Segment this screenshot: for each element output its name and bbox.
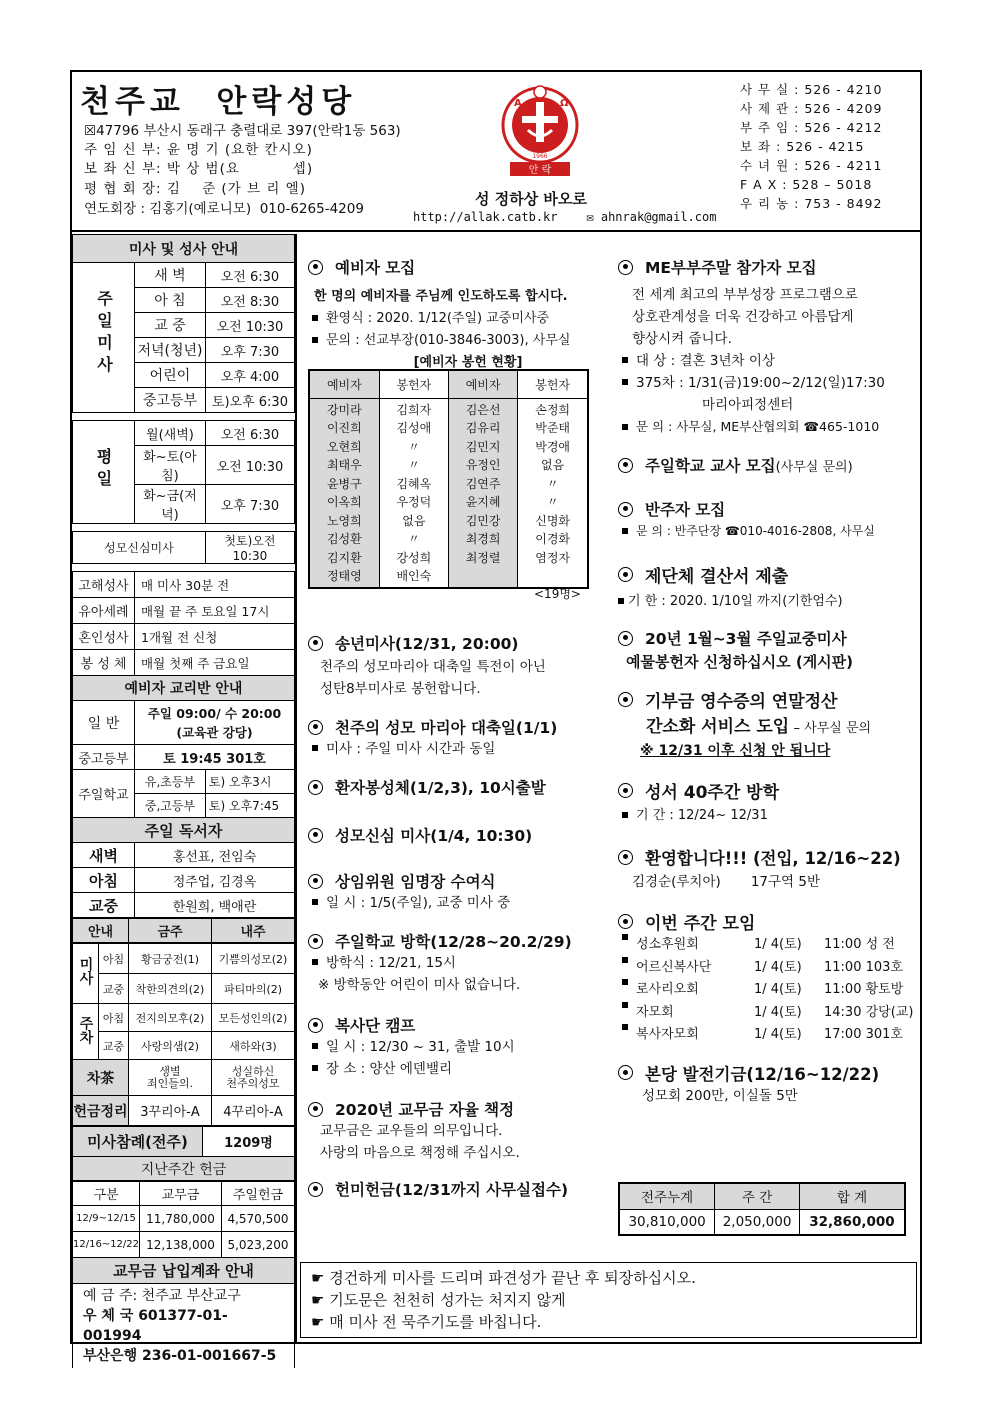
meeting-item: 로사리오회 1/ 4(토) 11:00 황토방 bbox=[618, 979, 918, 1002]
phone-line: 부 주 임 : 526 - 4212 bbox=[740, 120, 883, 135]
candidate-name: 〃 bbox=[407, 532, 420, 546]
left-column bbox=[72, 234, 295, 1368]
svg-text:Ω: Ω bbox=[560, 98, 569, 109]
middle-column: 예비자 모집 한 명의 예비자를 주님께 인도하도록 합시다. 환영식 : 2020. 1/12(주일) 교중미사중 문의 : 선교부장(010-3846-3003), 사무실 [예비자 봉헌 현황] bbox=[308, 256, 598, 374]
meetings-heading: 이번 주간 모임 bbox=[618, 909, 918, 934]
duty-mass-table: 미사 아침 황금궁전(1) 기쁨의성모(2) 교중 착한의견의(2) 파티마의(2) 주차 아침 전지의모후(2) 모든성인의(2) 교중 사랑의샘(2) 새하와(3) 차茶 생별 죄인들의. 성실하신 천주의성모 헌금정리 3꾸리아-A 4꾸리아-A bbox=[72, 943, 295, 1126]
candidate-name: 윤병구 bbox=[326, 476, 362, 491]
reader-names: 홍선표, 전임숙 bbox=[135, 843, 295, 868]
sacrament-name: 고해성사 bbox=[73, 572, 135, 598]
me-weekend-heading: ME부부주말 참가자 모집 bbox=[618, 256, 918, 278]
general-class-label: 일 반 bbox=[73, 701, 135, 745]
donation-receipt-heading: 기부금 영수증의 연말정산 bbox=[618, 687, 918, 712]
mass-time: 오전 10:30 bbox=[205, 446, 294, 485]
phone-line: 우 리 농 : 753 - 8492 bbox=[740, 196, 883, 211]
mary-mass-label: 성모신심미사 bbox=[73, 532, 206, 564]
assistant-pastor: 보 좌 신 부: 박 상 범(요 셉) bbox=[84, 161, 314, 177]
candidate-name: 김혜옥 bbox=[396, 476, 432, 491]
mass-name: 월(새벽) bbox=[135, 421, 206, 446]
phone-list bbox=[740, 80, 882, 213]
mass-name: 새 벽 bbox=[135, 263, 206, 288]
mary-solemnity-heading: 천주의 성모 마리아 대축일(1/1) bbox=[308, 716, 608, 738]
reader-mass: 교중 bbox=[73, 893, 135, 918]
reader-mass: 아침 bbox=[73, 868, 135, 893]
youth-class-label: 중고등부 bbox=[73, 745, 135, 770]
mass-name: 화~토(아침) bbox=[135, 446, 206, 485]
candidate-name: 이진희 bbox=[326, 421, 362, 435]
logo-year: 1966 bbox=[532, 153, 548, 160]
development-fund-table: 전주누계 주 간 합 계 30,810,000 2,050,000 32,860,000 bbox=[618, 1182, 906, 1236]
readers-title: 주일 독서자 bbox=[73, 818, 295, 843]
candidate-name: 이경화 bbox=[535, 532, 571, 546]
candidate-name: 박경애 bbox=[535, 439, 571, 454]
phone-line: 사 제 관 : 526 - 4209 bbox=[740, 101, 883, 116]
candidate-name: 유정인 bbox=[465, 458, 501, 472]
teacher-recruit-heading: 주일학교 교사 모집 (사무실 문의) bbox=[618, 454, 918, 476]
candidate-name: 김민강 bbox=[465, 513, 501, 528]
candidate-name: 노영희 bbox=[326, 513, 362, 528]
phone-line: 보 좌 : 526 - 4215 bbox=[740, 139, 865, 154]
council-president: 평 협 회 장: 김 준 (가 브 리 엘) bbox=[84, 181, 306, 197]
offering-table: 구분 교무금 주일헌금 12/9~12/15 11,780,000 4,570,500 12/16~12/22 12,138,000 5,023,200 교무금 납입계좌 안내 예 금 주: 천주교 부산교구 우 체 국 601377-01-001994 부산은행 236-01-001667-5 bbox=[72, 1181, 295, 1368]
candidate-name: 윤지혜 bbox=[465, 495, 501, 509]
mass-name: 어린이 bbox=[135, 363, 206, 388]
email: ✉ ahnrak@gmail.com bbox=[586, 210, 717, 224]
candidate-name: 〃 bbox=[546, 495, 559, 509]
highschool-time: 토) 오후7:45 bbox=[205, 794, 294, 818]
mass-time: 토)오후 6:30 bbox=[205, 388, 294, 413]
yeondo-rep: 연도회장 : 김홍기(예로니모) 010-6265-4209 bbox=[84, 201, 364, 217]
sacrament-name: 혼인성사 bbox=[73, 624, 135, 650]
mass-name: 아 침 bbox=[135, 288, 206, 313]
phone-line: 사 무 실 : 526 - 4210 bbox=[740, 82, 883, 97]
development-fund-heading: 본당 발전기금(12/16~12/22) bbox=[618, 1061, 918, 1085]
candidate-name: 정태영 bbox=[326, 569, 362, 583]
candidate-name: 우정덕 bbox=[396, 495, 432, 509]
candidate-name: 김유리 bbox=[465, 421, 501, 435]
offering-application-heading: 20년 1월~3월 주일교중미사 bbox=[618, 627, 918, 649]
logo-text: 안 락 bbox=[528, 165, 552, 176]
sunday-school-label: 주일학교 bbox=[73, 770, 135, 818]
candidate-name: 〃 bbox=[407, 458, 420, 472]
duty-head-next-week: 내주 bbox=[212, 919, 295, 943]
mass-time: 오후 7:30 bbox=[205, 485, 294, 524]
welcome-heading: 환영합니다!!! (전입, 12/16~22) bbox=[618, 845, 918, 869]
mass-time: 오후 4:00 bbox=[205, 363, 294, 388]
homepage-link[interactable]: http://allak.catb.kr ✉ ahnrak@gmail.com bbox=[413, 210, 717, 224]
highschool-label: 중,고등부 bbox=[135, 794, 206, 818]
candidate-name: 최태우 bbox=[326, 458, 362, 472]
reader-mass: 새벽 bbox=[73, 843, 135, 868]
candidate-name: 없음 bbox=[541, 458, 565, 472]
account-title: 교무금 납입계좌 안내 bbox=[73, 1258, 295, 1284]
mass-time: 오전 6:30 bbox=[205, 263, 294, 288]
mass-time: 오전 8:30 bbox=[205, 288, 294, 313]
parish-title: 천주교 안락성당 bbox=[80, 84, 357, 120]
weekday-mass-label: 평일 bbox=[73, 421, 135, 524]
address: ☒47796 부산시 동래구 충렬대로 397(안락1동 563) bbox=[84, 123, 401, 139]
column-divider bbox=[295, 234, 297, 1344]
candidate-name: 신명화 bbox=[535, 513, 571, 528]
account-info: 예 금 주: 천주교 부산교구 우 체 국 601377-01-001994 부산은행 236-01-001667-5 bbox=[73, 1284, 295, 1369]
settlement-heading: 제단체 결산서 제출 bbox=[618, 562, 918, 587]
candidate-name: 오현희 bbox=[326, 439, 362, 454]
elementary-time: 토) 오후3시 bbox=[205, 770, 294, 794]
meeting-list bbox=[618, 934, 918, 1047]
mary-devotion-mass-heading: 성모신심 미사(1/4, 10:30) bbox=[308, 824, 608, 846]
candidate-name: 〃 bbox=[546, 476, 559, 491]
sacrament-info: 매월 끝 주 토요일 17시 bbox=[135, 598, 295, 624]
reader-names: 한원희, 백애란 bbox=[135, 893, 295, 918]
candidate-name: 김성환 bbox=[326, 532, 362, 546]
candidate-name: 최경희 bbox=[465, 532, 501, 546]
mass-time: 오전 10:30 bbox=[205, 313, 294, 338]
notice-box: ☛ 경건하게 미사를 드리며 파견성가 끝난 후 퇴장하십시오. ☛ 기도문은 천천히 성가는 처지지 않게 ☛ 매 미사 전 묵주기도를 바칩니다. bbox=[300, 1262, 917, 1338]
duty-head-this-week: 금주 bbox=[129, 919, 212, 943]
sacrament-info: 매 미사 30분 전 bbox=[135, 572, 295, 598]
candidate-name: 배인숙 bbox=[396, 569, 432, 583]
mass-name: 교 중 bbox=[135, 313, 206, 338]
patron-saint: 성 정하상 바오로 bbox=[475, 190, 587, 208]
mass-schedule-title: 미사 및 성사 안내 bbox=[73, 235, 295, 263]
candidate-name: 박준태 bbox=[535, 421, 571, 435]
candidate-total: <19명> bbox=[534, 587, 581, 601]
candidate-column bbox=[379, 398, 448, 588]
sacrament-info: 매월 첫째 주 금요일 bbox=[135, 650, 295, 676]
appointment-ceremony-heading: 상임위원 임명장 수여식 bbox=[308, 870, 608, 892]
phone-line: 수 녀 원 : 526 - 4211 bbox=[740, 158, 883, 173]
candidate-name: 염정자 bbox=[535, 550, 571, 565]
meeting-item: 어르신복사단 1/ 4(토) 11:00 103호 bbox=[618, 957, 918, 980]
candidate-name: 강미라 bbox=[326, 402, 362, 417]
sacrament-name: 봉 성 체 bbox=[73, 650, 135, 676]
candidate-name: 최정렬 bbox=[465, 550, 501, 565]
phone-line: F A X : 528 – 5018 bbox=[740, 177, 873, 192]
mass-name: 중고등부 bbox=[135, 388, 206, 413]
mass-time: 오후 7:30 bbox=[205, 338, 294, 363]
candidate-column bbox=[448, 398, 517, 588]
mary-mass-time: 첫토)오전 10:30 bbox=[205, 532, 294, 564]
meeting-item: 복사자모회 1/ 4(토) 17:00 301호 bbox=[618, 1024, 918, 1047]
rice-offering-heading: 헌미헌금(12/31까지 사무실접수) bbox=[308, 1178, 608, 1200]
candidate-name: 김민지 bbox=[465, 439, 501, 454]
reader-names: 정주업, 김경옥 bbox=[135, 868, 295, 893]
sunday-mass-label: 주일미사 bbox=[73, 263, 135, 413]
bible-study-heading: 성서 40주간 방학 bbox=[618, 778, 918, 803]
pastor: 주 임 신 부: 윤 명 기 (요한 칸시오) bbox=[84, 142, 313, 158]
middle-column-lower: 송년미사(12/31, 20:00) 천주의 성모마리아 대축일 특전이 아닌 성탄8부미사로 봉헌합니다. 천주의 성모 마리아 대축일(1/1) 미사 : 주일 미사 시간과 동일 환자봉성체(1/2,3), 10시출발 성모신심 미사(1/4, 10:30) 상임위원 임명장 수여식 일 시 : 1/5(주일), 교중 미사 중 주일학교 방학(12/28~20.2/29) 방학식 : 12/21, 15시 ※ 방학동안 어린이 미사 없습니다. 복사단 캠프 일 시 : 12/30 ~ 31, 출발 10시 장 소 : 양산 에덴밸리 2020년 교무금 자율 책정 교무금은 교우들의 의무입니다. 사랑의 마음으로 책정해 주십시오. 헌미헌금(12/31까지 사무실접수) bbox=[308, 632, 608, 1200]
candidate-column bbox=[309, 398, 379, 588]
svg-text:A: A bbox=[514, 98, 522, 109]
accompanist-recruit-heading: 반주자 모집 bbox=[618, 498, 918, 520]
tea-label: 차茶 bbox=[73, 1060, 129, 1096]
candidate-name: 김은선 bbox=[465, 402, 501, 417]
right-column: ME부부주말 참가자 모집 전 세계 최고의 부부성장 프로그램으로 상호관계성을 더욱 건강하고 아름답게 향상시켜 줍니다. 대 상 : 결혼 3년차 이상 375차 : 1/31(금)19:00~2/12(일)17:30 마리아피정센터 문 의 : 사무실, ME부산협의회 ☎465-1010 주일학교 교사 모집 (사무실 문의) 반주자 모집 문 의 : 반주단장 ☎010-4016-2808, 사무실 제단체 결산서 제출 기 한 : 2020. 1/10일 까지(기한엄수) 20년 1월~3월 주일교중미사 예물봉헌자 신청하십시오 (게시판) 기부금 영수증의 연말정산 간소화 서비스 도입 – 사무실 문의 ※ 12/31 이후 신청 안 됩니다 성서 40주간 방학 기 간 : 12/24~ 12/31 환영합니다!!! (전입, 12/16~22) 김경순(루치아) 17구역 5반 이번 주간 모임 성소후원회 1/ 4(토) 11:00 성 전 어르신복사단 1/ 4(토) 11:00 103호 로사리오회 1/ 4(토) 11:00 황토방 자모회 1/ 4(토) 14:30 강당(교) 복사자모회 1/ 4(토) 17:00 301호 본당 발전기금(12/16~12/22) 성모회 200만, 이실돌 5만 bbox=[618, 256, 918, 1107]
general-class-place: (교육관 강당) bbox=[176, 724, 253, 740]
catechumen-recruit-heading: 예비자 모집 bbox=[308, 256, 598, 278]
offering-title: 지난주간 헌금 bbox=[73, 1157, 295, 1181]
mass-time: 오전 6:30 bbox=[205, 421, 294, 446]
candidate-table-title: [예비자 봉헌 현황] bbox=[413, 355, 523, 370]
duty-mass-label: 미사 bbox=[73, 944, 99, 1004]
meeting-item: 성소후원회 1/ 4(토) 11:00 성 전 bbox=[618, 934, 918, 957]
mass-schedule bbox=[72, 234, 295, 918]
youth-class-time: 토 19:45 301호 bbox=[135, 745, 295, 770]
candidate-column bbox=[518, 398, 588, 588]
sick-communion-heading: 환자봉성체(1/2,3), 10시출발 bbox=[308, 776, 608, 798]
year-end-mass-heading: 송년미사(12/31, 20:00) bbox=[308, 632, 608, 654]
candidate-name: 김연주 bbox=[465, 476, 501, 491]
mass-name: 저녁(청년) bbox=[135, 338, 206, 363]
candidate-name: 이옥희 bbox=[326, 495, 362, 509]
candidate-name: 김지환 bbox=[326, 550, 362, 565]
attendance: 미사참례(전주) 1209명 지난주간 헌금 bbox=[72, 1126, 295, 1181]
parish-dues-heading: 2020년 교무금 자율 책정 bbox=[308, 1098, 608, 1120]
attendance-count: 1209명 bbox=[203, 1127, 295, 1157]
candidate-name: 손정희 bbox=[535, 402, 571, 417]
duty-head-guide: 안내 bbox=[73, 919, 129, 943]
candidate-name: 없음 bbox=[402, 513, 426, 528]
candidate-name: 강성희 bbox=[396, 550, 432, 565]
sacrament-name: 유아세례 bbox=[73, 598, 135, 624]
candidate-name: 김성애 bbox=[396, 421, 432, 435]
meeting-item: 자모회 1/ 4(토) 14:30 강당(교) bbox=[618, 1002, 918, 1025]
elementary-label: 유,초등부 bbox=[135, 770, 206, 794]
candidate-name: 김희자 bbox=[396, 402, 432, 417]
money-label: 헌금정리 bbox=[73, 1096, 129, 1126]
general-class-time: 주일 09:00/ 수 20:00 bbox=[147, 705, 282, 721]
sacrament-info: 1개월 전 신청 bbox=[135, 624, 295, 650]
altar-server-camp-heading: 복사단 캠프 bbox=[308, 1014, 608, 1036]
duty-park-label: 주차 bbox=[73, 1004, 99, 1060]
parish-logo bbox=[500, 80, 580, 182]
candidate-name: 〃 bbox=[407, 439, 420, 454]
duty-table bbox=[72, 918, 295, 943]
candidate-table: 예비자 봉헌자 예비자 봉헌자 강미라 이진희 오현희 최태우 윤병구 이옥희 노영희 김성환 김지환 정태영 김희자 김성애 〃 〃 김혜옥 우정덕 없음 〃 강성희 배인숙 김은선 김유리 김민지 유정인 김연주 윤지혜 김민강 최경희 최정렬 손정희 박준태 박경애 없음 〃 〃 신명화 이경화 염정자 bbox=[308, 369, 589, 589]
catechumen-class-title: 예비자 교리반 안내 bbox=[73, 676, 295, 701]
mass-name: 화~금(저녁) bbox=[135, 485, 206, 524]
school-vacation-heading: 주일학교 방학(12/28~20.2/29) bbox=[308, 930, 608, 952]
